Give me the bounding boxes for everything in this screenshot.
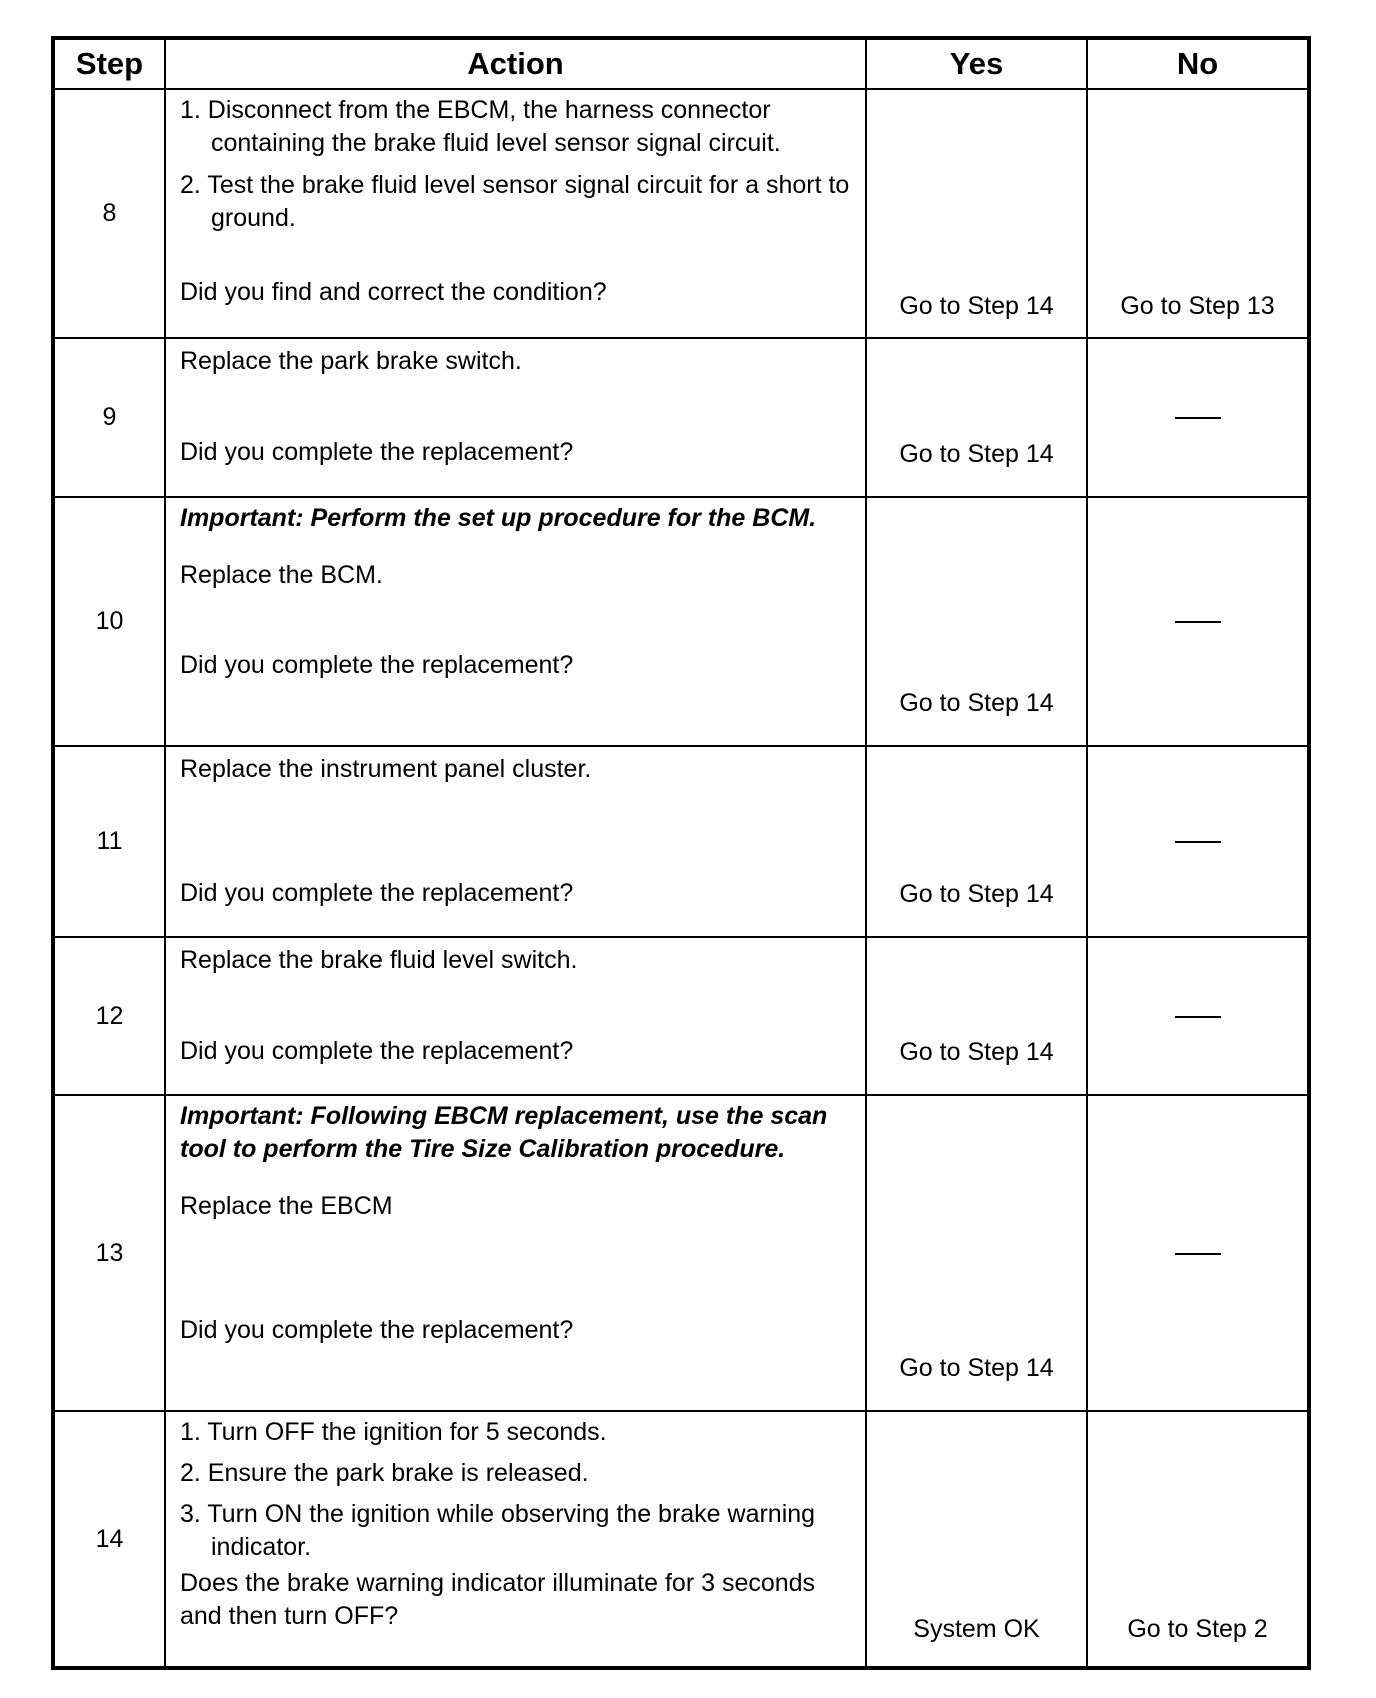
step-number: 9 bbox=[53, 338, 165, 497]
action-cell bbox=[165, 937, 866, 1095]
no-cell bbox=[1087, 497, 1309, 746]
dash-mark bbox=[1175, 841, 1221, 843]
action-question: Did you complete the replacement? bbox=[180, 438, 574, 466]
action-cell bbox=[165, 746, 866, 937]
no-cell bbox=[1087, 937, 1309, 1095]
no-cell: Go to Step 2 bbox=[1087, 1411, 1309, 1668]
step-number: 13 bbox=[53, 1095, 165, 1411]
yes-cell: Go to Step 14 bbox=[866, 497, 1087, 746]
step-number: 14 bbox=[53, 1411, 165, 1668]
action-question: Did you complete the replacement? bbox=[180, 879, 574, 907]
step-number: 12 bbox=[53, 937, 165, 1095]
action-text: Replace the instrument panel cluster. bbox=[180, 755, 592, 783]
action-question: Does the brake warning indicator illuminate for 3 seconds and then turn OFF? bbox=[180, 1569, 816, 1630]
table-row bbox=[53, 1095, 1309, 1411]
dash-mark bbox=[1175, 1253, 1221, 1255]
important-note: Important: Following EBCM replacement, use the scan tool to perform the Tire Size Calibration procedure. bbox=[180, 1102, 828, 1163]
action-cell bbox=[165, 338, 866, 497]
yes-cell: Go to Step 14 bbox=[866, 89, 1087, 338]
no-cell bbox=[1087, 1095, 1309, 1411]
dash-mark bbox=[1175, 417, 1221, 419]
dash-mark bbox=[1175, 1016, 1221, 1018]
action-question: Did you complete the replacement? bbox=[180, 1316, 574, 1344]
header-row bbox=[53, 38, 1309, 89]
action-item: 2. Ensure the park brake is released. bbox=[180, 1459, 589, 1487]
action-item: 3. Turn ON the ignition while observing the brake warning indicator. bbox=[180, 1500, 816, 1561]
yes-cell: Go to Step 14 bbox=[866, 746, 1087, 937]
action-text: Replace the park brake switch. bbox=[180, 347, 522, 375]
table-row bbox=[53, 89, 1309, 338]
action-question: Did you complete the replacement? bbox=[180, 1037, 574, 1065]
table-row bbox=[53, 937, 1309, 1095]
action-cell bbox=[165, 1095, 866, 1411]
action-item: 1. Disconnect from the EBCM, the harness connector containing the brake fluid level sensor signal circuit. bbox=[180, 96, 781, 157]
step-number: 8 bbox=[53, 89, 165, 338]
yes-cell: Go to Step 14 bbox=[866, 338, 1087, 497]
important-note: Important: Perform the set up procedure for the BCM. bbox=[180, 504, 817, 532]
header-step: Step bbox=[53, 38, 165, 89]
table-row bbox=[53, 497, 1309, 746]
header-no: No bbox=[1087, 38, 1309, 89]
no-cell bbox=[1087, 338, 1309, 497]
action-cell bbox=[165, 89, 866, 338]
action-question: Did you complete the replacement? bbox=[180, 651, 574, 679]
action-item: 2. Test the brake fluid level sensor signal circuit for a short to ground. bbox=[180, 171, 850, 232]
action-text: Replace the brake fluid level switch. bbox=[180, 946, 578, 974]
yes-cell: Go to Step 14 bbox=[866, 937, 1087, 1095]
no-cell bbox=[1087, 746, 1309, 937]
no-cell: Go to Step 13 bbox=[1087, 89, 1309, 338]
yes-cell: Go to Step 14 bbox=[866, 1095, 1087, 1411]
header-yes: Yes bbox=[866, 38, 1087, 89]
action-item: 1. Turn OFF the ignition for 5 seconds. bbox=[180, 1418, 607, 1446]
diagnostic-table bbox=[51, 36, 1311, 1670]
table-row bbox=[53, 746, 1309, 937]
action-cell bbox=[165, 497, 866, 746]
action-cell bbox=[165, 1411, 866, 1668]
step-number: 10 bbox=[53, 497, 165, 746]
table-row bbox=[53, 338, 1309, 497]
table-row bbox=[53, 1411, 1309, 1668]
dash-mark bbox=[1175, 621, 1221, 623]
step-number: 11 bbox=[53, 746, 165, 937]
action-question: Did you find and correct the condition? bbox=[180, 278, 607, 306]
header-action: Action bbox=[165, 38, 866, 89]
action-text: Replace the EBCM bbox=[180, 1192, 393, 1220]
action-text: Replace the BCM. bbox=[180, 561, 383, 589]
yes-cell: System OK bbox=[866, 1411, 1087, 1668]
